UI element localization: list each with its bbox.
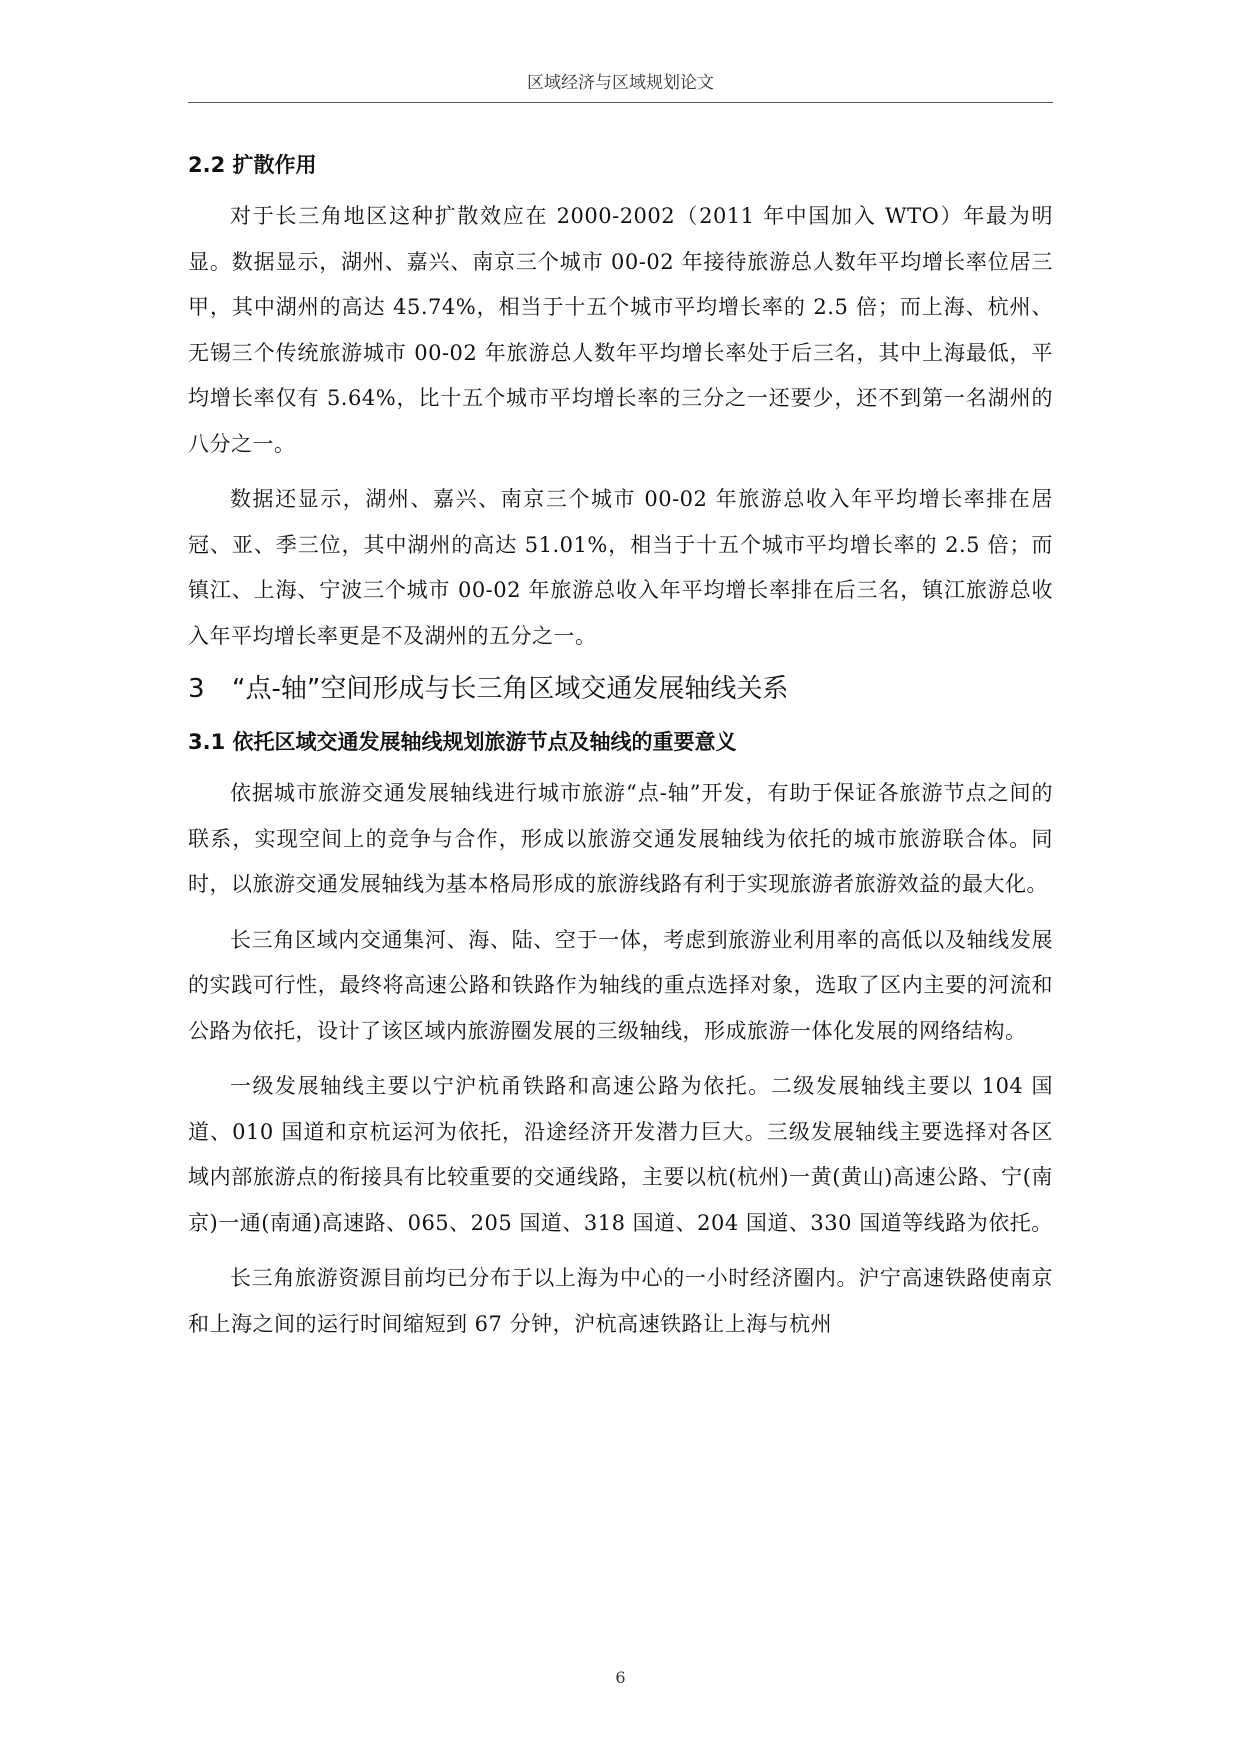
paragraph: 长三角区域内交通集河、海、陆、空于一体，考虑到旅游业利用率的高低以及轴线发展的实践可行性，最终将高速公路和铁路作为轴线的重点选择对象，选取了区内主要的河流和公路为依托，设计了该区域内旅游圈发展的三级轴线，形成旅游一体化发展的网络结构。 bbox=[188, 927, 1053, 1043]
paragraph: 一级发展轴线主要以宁沪杭甬铁路和高速公路为依托。二级发展轴线主要以 104 国道、010 国道和京杭运河为依托，沿途经济开发潜力巨大。三级发展轴线主要选择对各区域内部旅游点的衔接具有比较重要的交通线路，主要以杭(杭州)一黄(黄山)高速公路、宁(南京)一通(南通)高速路、065、205 国道、318 国道、204 国道、330 国道等线路为依托。 bbox=[188, 1074, 1053, 1235]
paragraph: 数据还显示，湖州、嘉兴、南京三个城市 00-02 年旅游总收入年平均增长率排在居冠、亚、季三位，其中湖州的高达 51.01%，相当于十五个城市平均增长率的 2.5 倍；而镇江、上海、宁波三个城市 00-02 年旅游总收入年平均增长率排在后三名，镇江旅游总收入年平均增长率更是不及湖州的五分之一。 bbox=[188, 487, 1053, 648]
paragraph: 长三角旅游资源目前均已分布于以上海为中心的一小时经济圈内。沪宁高速铁路使南京和上海之间的运行时间缩短到 67 分钟，沪杭高速铁路让上海与杭州 bbox=[188, 1266, 1053, 1336]
section-heading-3-1: 3.1 依托区域交通发展轴线规划旅游节点及轴线的重要意义 bbox=[188, 730, 737, 754]
section-number: 3 bbox=[188, 674, 205, 704]
section-heading-3 bbox=[188, 669, 1053, 709]
document-body bbox=[188, 148, 1053, 1357]
running-header: 区域经济与区域规划论文 bbox=[188, 68, 1053, 103]
section-heading-2-2: 2.2 扩散作用 bbox=[188, 153, 317, 177]
section-title: “点-轴”空间形成与长三角区域交通发展轴线关系 bbox=[232, 674, 789, 704]
page-number: 6 bbox=[615, 1668, 626, 1687]
paragraph: 对于长三角地区这种扩散效应在 2000-2002（2011 年中国加入 WTO）年最为明显。数据显示，湖州、嘉兴、南京三个城市 00-02 年接待旅游总人数年平均增长率位居三甲，其中湖州的高达 45.74%，相当于十五个城市平均增长率的 2.5 倍；而上海、杭州、无锡三个传统旅游城市 00-02 年旅游总人数年平均增长率处于后三名，其中上海最低，平均增长率仅有 5.64%，比十五个城市平均增长率的三分之一还要少，还不到第一名湖州的八分之一。 bbox=[188, 204, 1053, 456]
paragraph: 依据城市旅游交通发展轴线进行城市旅游“点-轴”开发，有助于保证各旅游节点之间的联系，实现空间上的竞争与合作，形成以旅游交通发展轴线为依托的城市旅游联合体。同时，以旅游交通发展轴线为基本格局形成的旅游线路有利于实现旅游者旅游效益的最大化。 bbox=[188, 781, 1053, 896]
